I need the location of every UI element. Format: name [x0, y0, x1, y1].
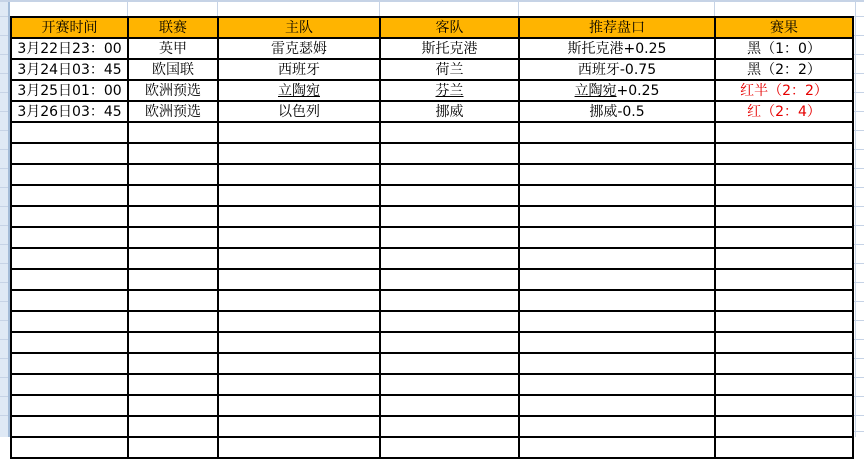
- empty-cell[interactable]: [128, 185, 218, 206]
- cell-league[interactable]: 欧洲预选: [128, 80, 218, 101]
- empty-table-row: [11, 290, 853, 311]
- cell-league[interactable]: 英甲: [128, 38, 218, 59]
- gridline: [0, 282, 8, 283]
- gridline: [0, 244, 8, 245]
- empty-cell[interactable]: [218, 143, 380, 164]
- gridline: [0, 225, 8, 226]
- empty-cell[interactable]: [128, 227, 218, 248]
- gridline: [853, 263, 864, 264]
- empty-cell[interactable]: [11, 374, 128, 395]
- empty-cell[interactable]: [11, 290, 128, 311]
- empty-cell[interactable]: [218, 227, 380, 248]
- gridline: [0, 377, 8, 378]
- cell-home[interactable]: 以色列: [218, 101, 380, 122]
- gridline: [379, 2, 380, 16]
- cell-result[interactable]: 红（2：4）: [715, 101, 853, 122]
- empty-cell[interactable]: [715, 206, 853, 227]
- empty-cell[interactable]: [715, 122, 853, 143]
- table-row: [11, 101, 853, 122]
- empty-cell[interactable]: [380, 227, 519, 248]
- cell-time[interactable]: 3月25日01：00: [11, 80, 128, 101]
- empty-cell[interactable]: [11, 416, 128, 437]
- gridline: [853, 225, 864, 226]
- empty-cell[interactable]: [519, 227, 715, 248]
- empty-cell[interactable]: [715, 311, 853, 332]
- column-header-league[interactable]: 联赛: [128, 17, 218, 38]
- empty-table-row: [11, 311, 853, 332]
- empty-cell[interactable]: [380, 374, 519, 395]
- empty-table-row: [11, 374, 853, 395]
- empty-cell[interactable]: [519, 416, 715, 437]
- empty-cell[interactable]: [715, 164, 853, 185]
- empty-cell[interactable]: [715, 248, 853, 269]
- gridline: [0, 187, 8, 188]
- empty-cell[interactable]: [715, 374, 853, 395]
- empty-cell[interactable]: [715, 269, 853, 290]
- empty-cell[interactable]: [519, 185, 715, 206]
- gridline: [853, 415, 864, 416]
- empty-cell[interactable]: [218, 353, 380, 374]
- empty-cell[interactable]: [715, 143, 853, 164]
- gridline: [853, 206, 864, 207]
- empty-cell[interactable]: [218, 395, 380, 416]
- gridline: [0, 111, 8, 112]
- empty-cell[interactable]: [519, 332, 715, 353]
- gridline: [853, 301, 864, 302]
- gridline: [0, 130, 8, 131]
- gridline: [0, 35, 8, 36]
- empty-cell[interactable]: [218, 185, 380, 206]
- header-row: [11, 17, 853, 38]
- empty-table-row: [11, 248, 853, 269]
- empty-cell[interactable]: [218, 416, 380, 437]
- empty-cell[interactable]: [11, 122, 128, 143]
- gridline: [853, 111, 864, 112]
- empty-cell[interactable]: [519, 437, 715, 458]
- empty-cell[interactable]: [519, 206, 715, 227]
- top-gridline: [0, 0, 864, 2]
- empty-cell[interactable]: [128, 122, 218, 143]
- cell-handicap[interactable]: 西班牙-0.75: [519, 59, 715, 80]
- gridline: [0, 54, 8, 55]
- empty-cell[interactable]: [128, 374, 218, 395]
- left-gutter: [0, 0, 10, 437]
- empty-cell[interactable]: [218, 269, 380, 290]
- empty-cell[interactable]: [218, 248, 380, 269]
- empty-table-row: [11, 416, 853, 437]
- empty-cell[interactable]: [218, 332, 380, 353]
- empty-table-row: [11, 185, 853, 206]
- empty-cell[interactable]: [380, 164, 519, 185]
- gridline: [853, 168, 864, 169]
- gridline: [853, 358, 864, 359]
- gridline: [855, 0, 856, 437]
- gridline: [0, 168, 8, 169]
- cell-away[interactable]: 挪威: [380, 101, 519, 122]
- gridline: [127, 2, 128, 16]
- cell-result[interactable]: 黑（1：0）: [715, 38, 853, 59]
- gridline: [853, 130, 864, 131]
- empty-cell[interactable]: [519, 311, 715, 332]
- empty-cell[interactable]: [715, 437, 853, 458]
- empty-cell[interactable]: [519, 269, 715, 290]
- empty-cell[interactable]: [128, 290, 218, 311]
- gridline: [853, 282, 864, 283]
- gridline: [0, 149, 8, 150]
- table-row: [11, 80, 853, 101]
- cell-time[interactable]: 3月26日03：45: [11, 101, 128, 122]
- empty-cell[interactable]: [128, 332, 218, 353]
- empty-cell[interactable]: [715, 290, 853, 311]
- empty-cell[interactable]: [11, 332, 128, 353]
- empty-cell[interactable]: [128, 416, 218, 437]
- cell-away[interactable]: 荷兰: [380, 59, 519, 80]
- empty-cell[interactable]: [519, 374, 715, 395]
- empty-cell[interactable]: [128, 164, 218, 185]
- gridline: [853, 54, 864, 55]
- empty-cell[interactable]: [11, 269, 128, 290]
- gridline: [0, 263, 8, 264]
- empty-cell[interactable]: [380, 290, 519, 311]
- column-header-handicap[interactable]: 推荐盘口: [519, 17, 715, 38]
- empty-cell[interactable]: [715, 353, 853, 374]
- column-header-home[interactable]: 主队: [218, 17, 380, 38]
- empty-cell[interactable]: [519, 143, 715, 164]
- gridline: [0, 415, 8, 416]
- empty-cell[interactable]: [519, 290, 715, 311]
- gridline: [0, 396, 8, 397]
- gridline: [0, 339, 8, 340]
- cell-league[interactable]: 欧洲预选: [128, 101, 218, 122]
- empty-cell[interactable]: [380, 311, 519, 332]
- cell-handicap[interactable]: 斯托克港+0.25: [519, 38, 715, 59]
- empty-cell[interactable]: [128, 143, 218, 164]
- empty-cell[interactable]: [380, 395, 519, 416]
- gridline: [0, 358, 8, 359]
- empty-table-row: [11, 122, 853, 143]
- empty-cell[interactable]: [380, 143, 519, 164]
- gridline: [853, 320, 864, 321]
- empty-cell[interactable]: [218, 374, 380, 395]
- empty-cell[interactable]: [11, 185, 128, 206]
- empty-cell[interactable]: [380, 185, 519, 206]
- gridline: [714, 2, 715, 16]
- empty-cell[interactable]: [128, 248, 218, 269]
- empty-cell[interactable]: [715, 416, 853, 437]
- gridline: [853, 244, 864, 245]
- empty-cell[interactable]: [128, 269, 218, 290]
- empty-cell[interactable]: [11, 437, 128, 458]
- empty-cell[interactable]: [218, 311, 380, 332]
- gridline: [853, 377, 864, 378]
- cell-league[interactable]: 欧国联: [128, 59, 218, 80]
- empty-cell[interactable]: [715, 395, 853, 416]
- empty-cell[interactable]: [128, 353, 218, 374]
- cell-home[interactable]: 雷克瑟姆: [218, 38, 380, 59]
- empty-cell[interactable]: [11, 143, 128, 164]
- empty-cell[interactable]: [128, 206, 218, 227]
- empty-table-row: [11, 143, 853, 164]
- cell-handicap[interactable]: [519, 80, 715, 101]
- gridline: [0, 301, 8, 302]
- empty-table-row: [11, 395, 853, 416]
- cell-result[interactable]: 红半（2：2）: [715, 80, 853, 101]
- empty-cell[interactable]: [519, 164, 715, 185]
- column-header-time[interactable]: 开赛时间: [11, 17, 128, 38]
- empty-cell[interactable]: [11, 395, 128, 416]
- gridline: [518, 2, 519, 16]
- underlined-team: 立陶宛: [574, 82, 617, 99]
- empty-cell[interactable]: [218, 164, 380, 185]
- gridline: [0, 92, 8, 93]
- empty-cell[interactable]: [380, 353, 519, 374]
- empty-table-row: [11, 437, 853, 458]
- empty-table-row: [11, 269, 853, 290]
- empty-cell[interactable]: [128, 395, 218, 416]
- gridline: [853, 339, 864, 340]
- empty-table-row: [11, 332, 853, 353]
- empty-cell[interactable]: [519, 395, 715, 416]
- cell-time[interactable]: 3月22日23：00: [11, 38, 128, 59]
- handicap-value: +0.25: [616, 82, 660, 99]
- empty-cell[interactable]: [11, 353, 128, 374]
- gridline: [853, 35, 864, 36]
- cell-result[interactable]: 黑（2：2）: [715, 59, 853, 80]
- empty-cell[interactable]: [218, 122, 380, 143]
- empty-cell[interactable]: [380, 416, 519, 437]
- empty-cell[interactable]: [128, 311, 218, 332]
- cell-home[interactable]: 立陶宛: [218, 80, 380, 101]
- empty-cell[interactable]: [380, 332, 519, 353]
- empty-cell[interactable]: [715, 185, 853, 206]
- empty-cell[interactable]: [380, 248, 519, 269]
- empty-cell[interactable]: [715, 227, 853, 248]
- gridline: [853, 396, 864, 397]
- gridline: [853, 92, 864, 93]
- table-row: [11, 38, 853, 59]
- gridline: [0, 16, 8, 17]
- empty-cell[interactable]: [519, 353, 715, 374]
- empty-cell[interactable]: [715, 332, 853, 353]
- gridline: [0, 73, 8, 74]
- empty-cell[interactable]: [218, 206, 380, 227]
- cell-away[interactable]: 芬兰: [380, 80, 519, 101]
- cell-time[interactable]: 3月24日03：45: [11, 59, 128, 80]
- empty-table-row: [11, 227, 853, 248]
- empty-cell[interactable]: [11, 164, 128, 185]
- matches-table: [10, 16, 854, 459]
- empty-cell[interactable]: [218, 437, 380, 458]
- empty-cell[interactable]: [11, 248, 128, 269]
- table-row: [11, 59, 853, 80]
- empty-cell[interactable]: [519, 122, 715, 143]
- column-header-result[interactable]: 赛果: [715, 17, 853, 38]
- empty-cell[interactable]: [11, 227, 128, 248]
- gridline: [217, 2, 218, 16]
- gridline: [853, 149, 864, 150]
- empty-table-row: [11, 353, 853, 374]
- empty-cell[interactable]: [380, 206, 519, 227]
- empty-cell[interactable]: [519, 248, 715, 269]
- cell-handicap[interactable]: 挪威-0.5: [519, 101, 715, 122]
- empty-cell[interactable]: [128, 437, 218, 458]
- empty-cell[interactable]: [11, 206, 128, 227]
- empty-cell[interactable]: [380, 122, 519, 143]
- gridline: [0, 320, 8, 321]
- gridline: [0, 206, 8, 207]
- empty-cell[interactable]: [11, 311, 128, 332]
- gridline: [853, 16, 864, 17]
- empty-cell[interactable]: [218, 290, 380, 311]
- cell-home[interactable]: 西班牙: [218, 59, 380, 80]
- empty-table-row: [11, 206, 853, 227]
- empty-table-row: [11, 164, 853, 185]
- cell-away[interactable]: 斯托克港: [380, 38, 519, 59]
- gridline: [853, 187, 864, 188]
- empty-cell[interactable]: [380, 269, 519, 290]
- empty-cell[interactable]: [380, 437, 519, 458]
- column-header-away[interactable]: 客队: [380, 17, 519, 38]
- gridline: [853, 73, 864, 74]
